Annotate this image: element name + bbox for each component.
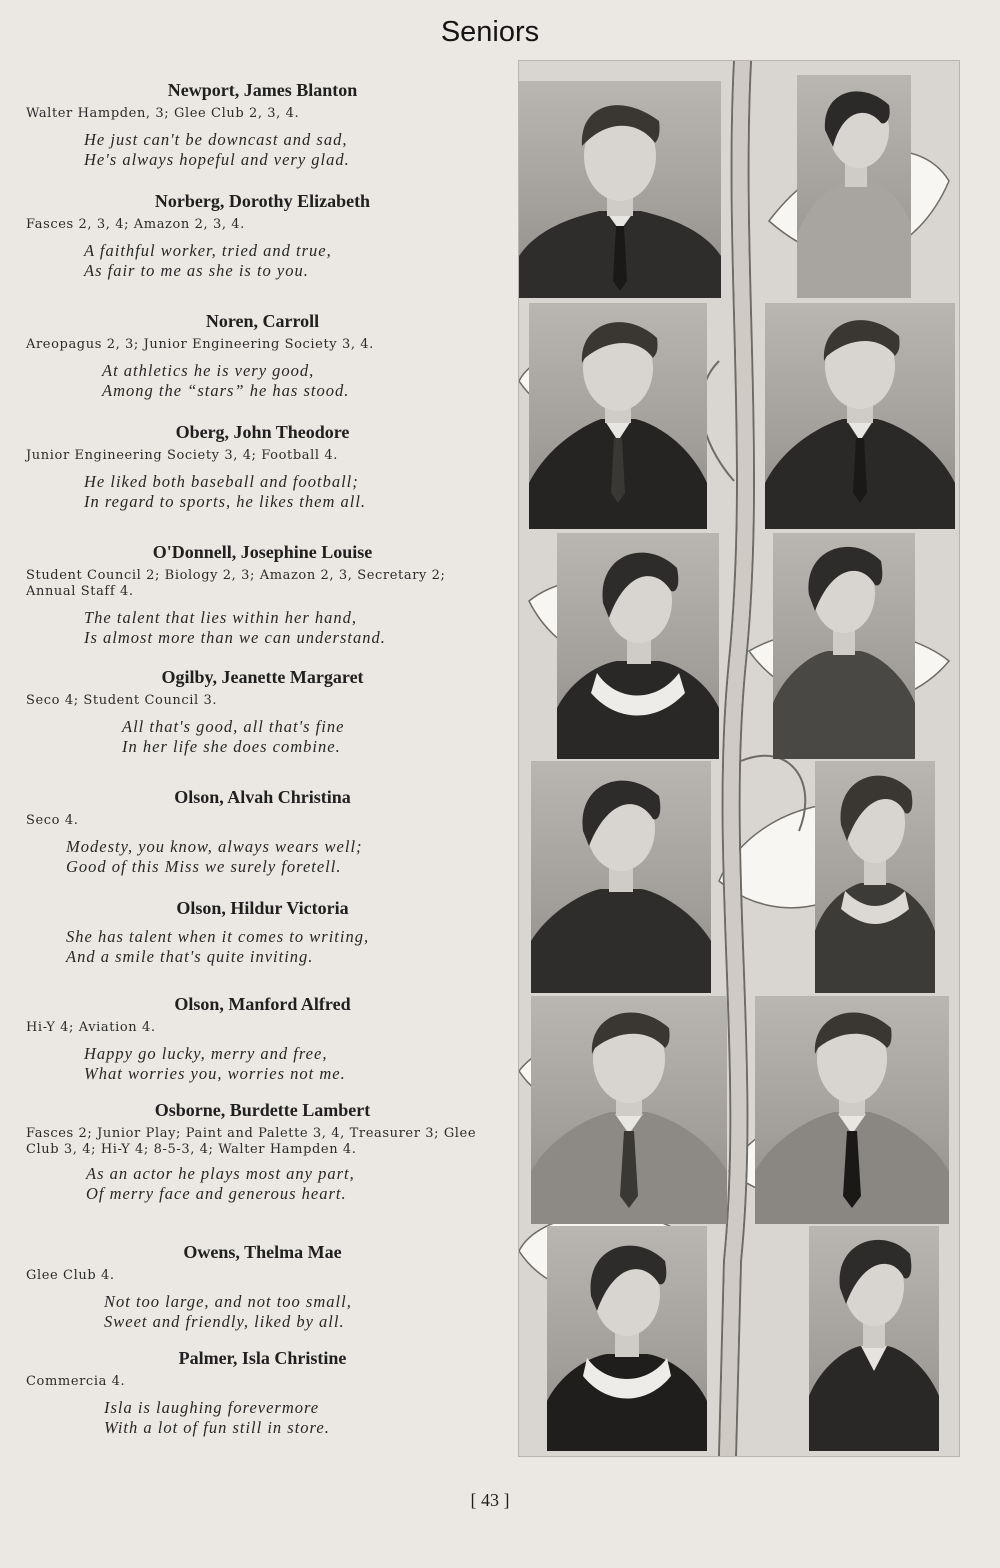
verse-line: Among the “stars” he has stood. [102, 381, 350, 400]
portrait-silhouette [519, 81, 721, 298]
verse-line: Of merry face and generous heart. [86, 1184, 347, 1203]
senior-entry [0, 422, 505, 512]
senior-portrait [797, 75, 911, 298]
verse-line: Sweet and friendly, liked by all. [104, 1312, 345, 1331]
verse-line: Modesty, you know, always wears well; [66, 837, 363, 856]
portrait-silhouette [815, 761, 935, 993]
senior-activities: Fasces 2, 3, 4; Amazon 2, 3, 4. [26, 217, 245, 232]
senior-portrait [815, 761, 935, 993]
verse-line: Not too large, and not too small, [104, 1292, 352, 1311]
senior-verse [104, 1398, 505, 1438]
senior-activities: Student Council 2; Biology 2, 3; Amazon 2, 3, Secretary 2; Annual Staff 4. [26, 568, 446, 599]
senior-name: Olson, Manford Alfred [174, 994, 351, 1014]
portrait-silhouette [531, 996, 727, 1224]
senior-activities: Commercia 4. [26, 1374, 126, 1389]
verse-line: As fair to me as she is to you. [84, 261, 309, 280]
senior-portrait [547, 1226, 707, 1451]
senior-verse [66, 927, 505, 967]
senior-name: Owens, Thelma Mae [183, 1242, 342, 1262]
verse-line: At athletics he is very good, [102, 361, 315, 380]
senior-name: Ogilby, Jeanette Margaret [161, 667, 364, 687]
senior-entry [0, 80, 505, 170]
verse-line: He liked both baseball and football; [84, 472, 359, 491]
senior-verse [66, 837, 505, 877]
senior-entry [0, 1348, 505, 1438]
senior-portrait [519, 81, 721, 298]
photo-panel [518, 60, 960, 1457]
verse-line: He's always hopeful and very glad. [84, 150, 350, 169]
senior-portrait [529, 303, 707, 529]
senior-verse [122, 717, 505, 757]
senior-portrait [531, 761, 711, 993]
senior-name: O'Donnell, Josephine Louise [152, 542, 373, 562]
page-number [0, 1490, 980, 1511]
verse-line: All that's good, all that's fine [122, 717, 345, 736]
senior-entry [0, 311, 505, 401]
portrait-silhouette [531, 761, 711, 993]
senior-entry [0, 1100, 505, 1204]
portrait-silhouette [809, 1226, 939, 1451]
portrait-silhouette [765, 303, 955, 529]
portrait-silhouette [547, 1226, 707, 1451]
senior-verse [84, 608, 505, 648]
senior-verse [104, 1292, 505, 1332]
verse-line: As an actor he plays most any part, [86, 1164, 355, 1183]
senior-portrait [809, 1226, 939, 1451]
page-title: Seniors [440, 16, 540, 48]
senior-name: Norberg, Dorothy Elizabeth [154, 191, 371, 211]
senior-portrait [531, 996, 727, 1224]
senior-name: Osborne, Burdette Lambert [154, 1100, 371, 1120]
senior-activities: Seco 4; Student Council 3. [26, 693, 218, 708]
senior-portrait [773, 533, 915, 759]
verse-line: With a lot of fun still in store. [104, 1418, 330, 1437]
senior-name: Palmer, Isla Christine [178, 1348, 347, 1368]
verse-line: Happy go lucky, merry and free, [84, 1044, 328, 1063]
senior-activities: Glee Club 4. [26, 1268, 115, 1283]
senior-name: Olson, Alvah Christina [174, 787, 351, 807]
senior-verse [84, 241, 505, 281]
senior-activities: Fasces 2; Junior Play; Paint and Palette 3, 4, Treasurer 3; Glee Club 3, 4; Hi-Y 4; 8-5-3, 4; Walter Hampden 4. [26, 1126, 477, 1157]
verse-line: What worries you, worries not me. [84, 1064, 346, 1083]
verse-line: He just can't be downcast and sad, [84, 130, 348, 149]
senior-entry [0, 898, 505, 967]
senior-activities: Walter Hampden, 3; Glee Club 2, 3, 4. [26, 106, 300, 121]
verse-line: The talent that lies within her hand, [84, 608, 358, 627]
senior-portrait [755, 996, 949, 1224]
portrait-silhouette [773, 533, 915, 759]
senior-verse [84, 1044, 505, 1084]
senior-name: Newport, James Blanton [167, 80, 358, 100]
senior-verse [84, 472, 505, 512]
senior-entry [0, 1242, 505, 1332]
senior-activities: Hi-Y 4; Aviation 4. [26, 1020, 156, 1035]
verse-line: And a smile that's quite inviting. [66, 947, 314, 966]
portrait-silhouette [797, 75, 911, 298]
senior-portrait [557, 533, 719, 759]
senior-entry [0, 667, 505, 757]
verse-line: In her life she does combine. [122, 737, 341, 756]
senior-verse [84, 130, 505, 170]
portrait-silhouette [557, 533, 719, 759]
verse-line: Isla is laughing forevermore [104, 1398, 320, 1417]
portrait-silhouette [755, 996, 949, 1224]
verse-line: In regard to sports, he likes them all. [84, 492, 367, 511]
senior-activities: Junior Engineering Society 3, 4; Football 4. [26, 448, 338, 463]
senior-entry [0, 787, 505, 877]
senior-portrait [765, 303, 955, 529]
verse-line: Good of this Miss we surely foretell. [66, 857, 342, 876]
senior-activities: Areopagus 2, 3; Junior Engineering Society 3, 4. [26, 337, 374, 352]
verse-line: A faithful worker, tried and true, [84, 241, 332, 260]
page-number-text: [ 43 ] [470, 1490, 510, 1510]
verse-line: She has talent when it comes to writing, [66, 927, 370, 946]
senior-name: Oberg, John Theodore [175, 422, 350, 442]
senior-activities: Seco 4. [26, 813, 79, 828]
portrait-silhouette [529, 303, 707, 529]
verse-line: Is almost more than we can understand. [84, 628, 386, 647]
senior-name: Noren, Carroll [205, 311, 320, 331]
senior-entry [0, 994, 505, 1084]
senior-entry [0, 191, 505, 281]
senior-verse [86, 1164, 505, 1204]
senior-entry [0, 542, 505, 648]
senior-name: Olson, Hildur Victoria [176, 898, 349, 918]
senior-verse [102, 361, 505, 401]
